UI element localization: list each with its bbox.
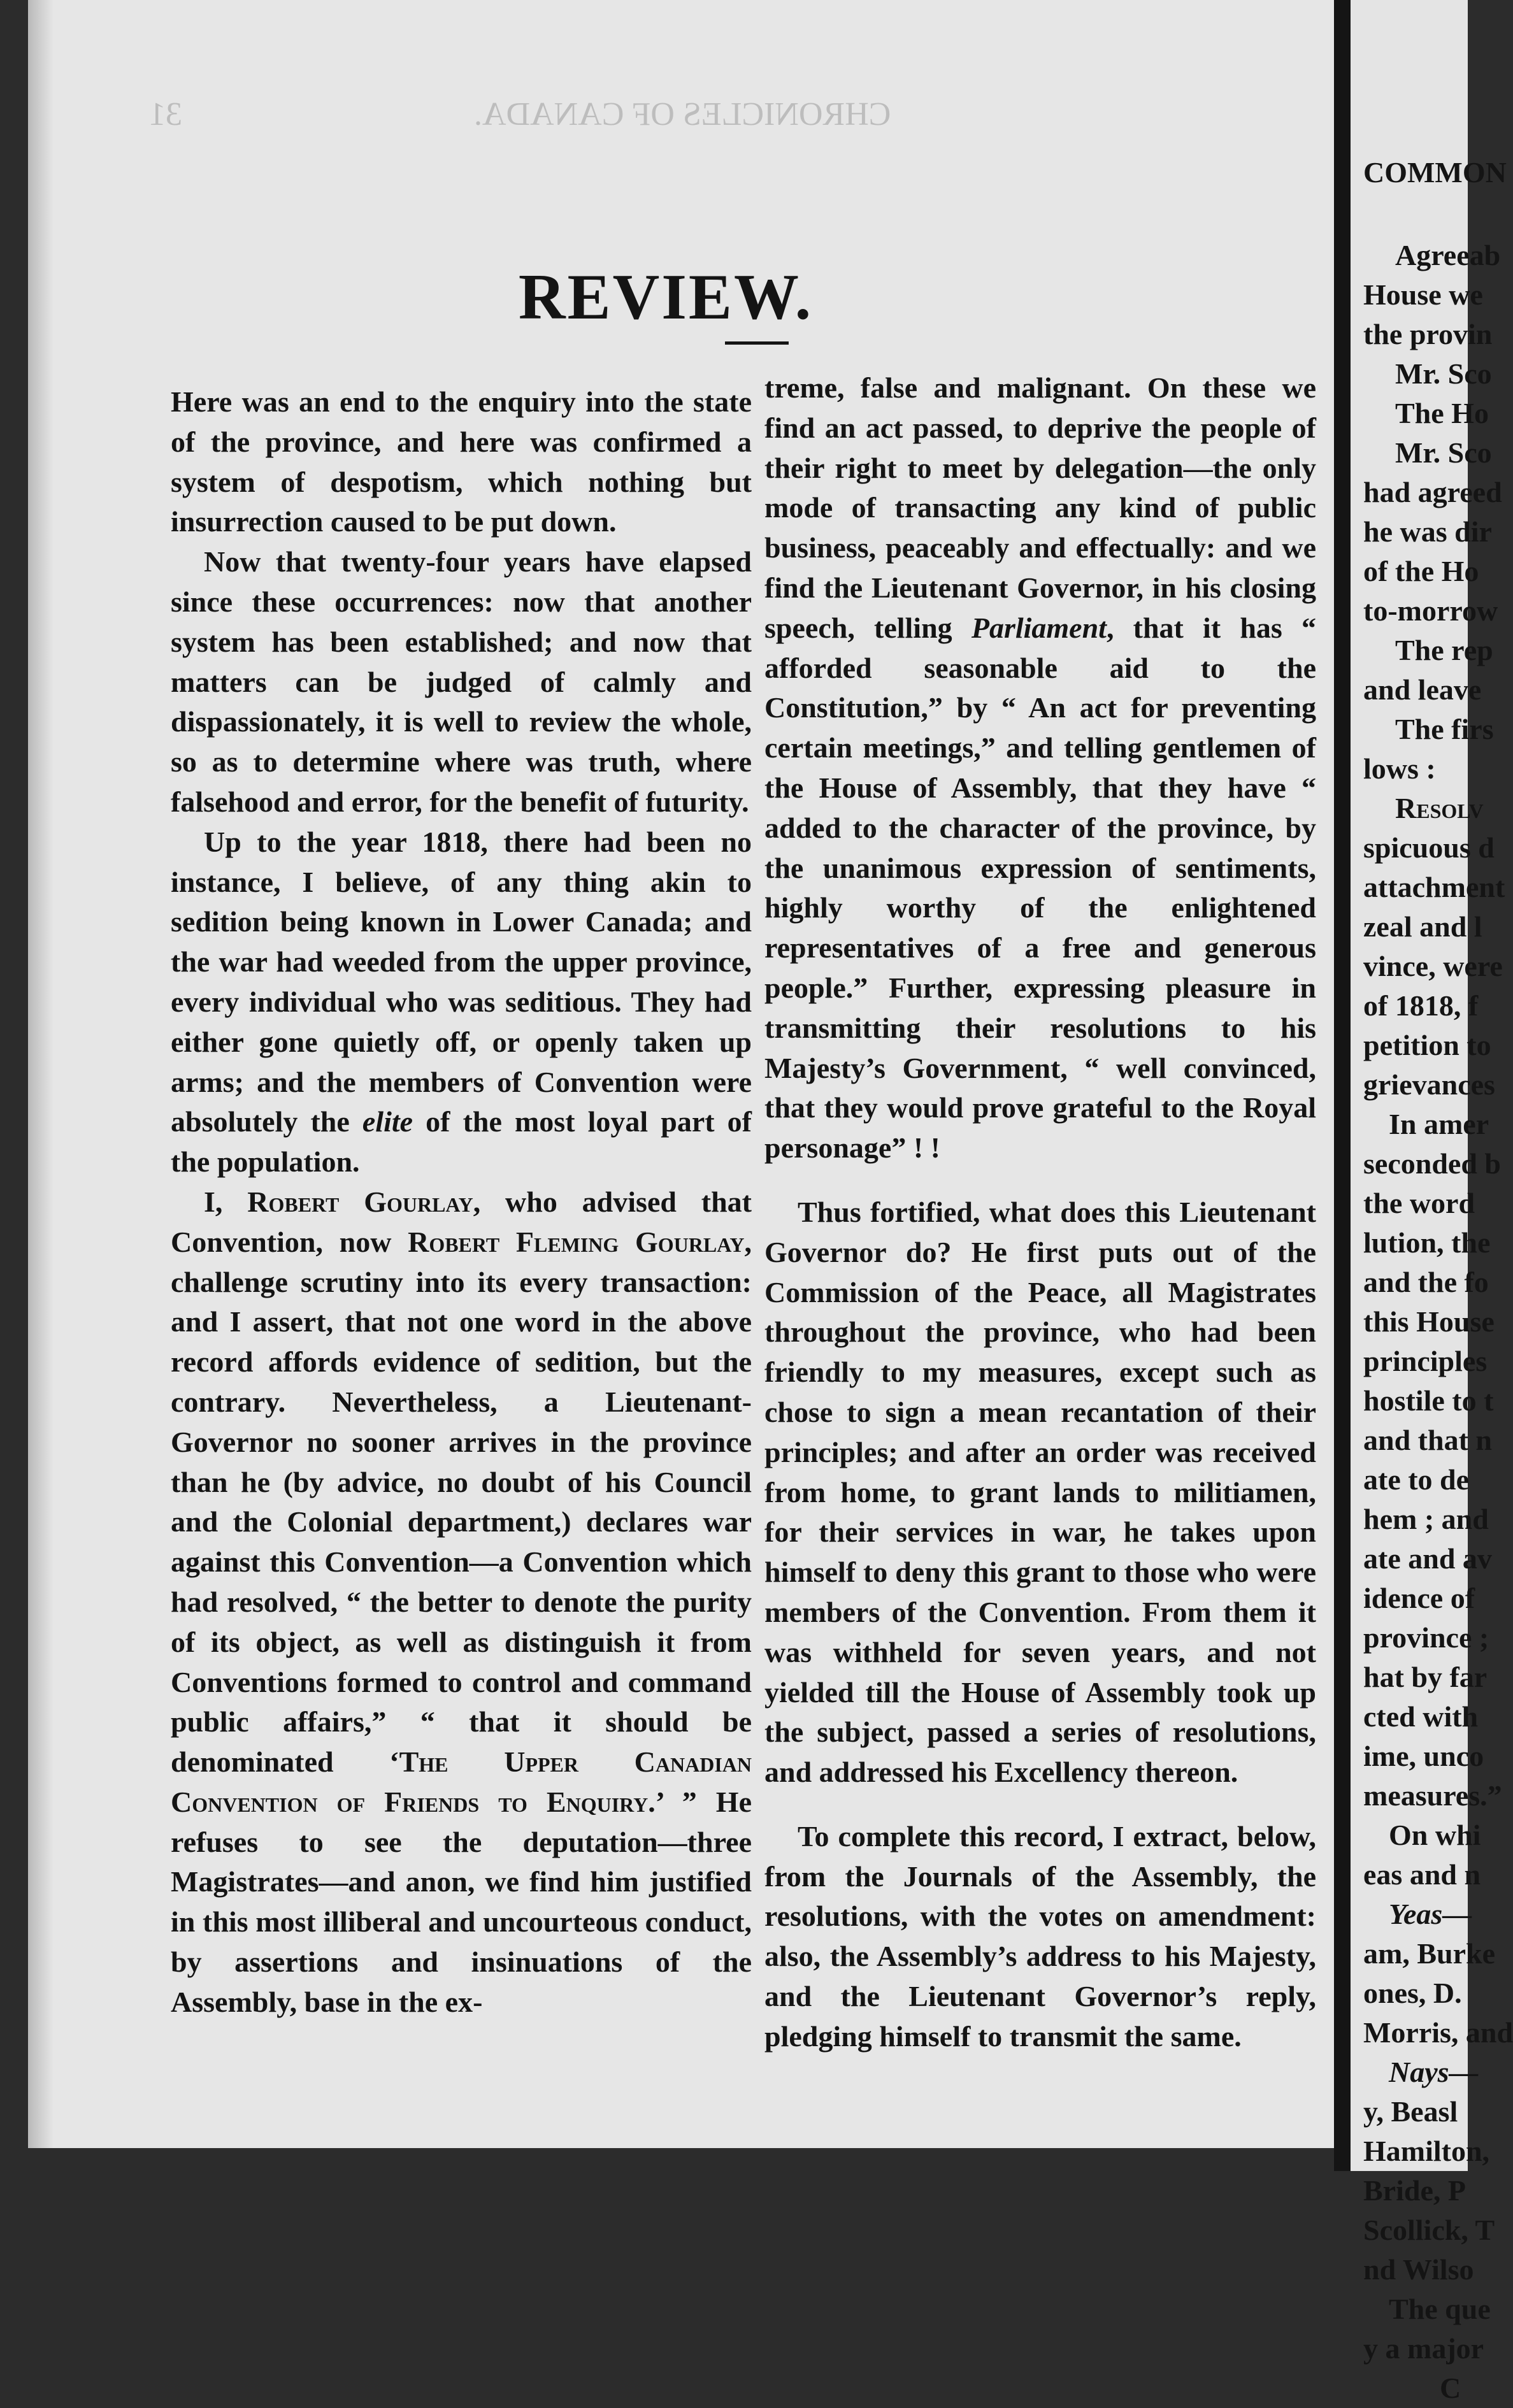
right-line: C [1440,2372,1461,2404]
right-line: lution, the [1363,1226,1491,1259]
text-run: .’ ” He refuses to see the deputation—three Magistrates—and anon, we find him justified in this most illiberal and uncourteous conduct, by assertions and insinuations of the Assembly, base in the ex- [171,1785,752,2018]
right-line: the word [1363,1187,1475,1219]
page-edge-shadow [28,0,54,2148]
right-line: cted with [1363,1700,1479,1733]
right-line: vince, were [1363,950,1503,982]
column-1 [171,382,752,2023]
bleed-through-page-number: 31 [149,96,182,133]
right-line: y, Beasl [1363,2095,1458,2128]
paragraph: Now that twenty-four years have elapsed since these occurrences: now that another system has been established; and now that matters can be judged of calmly and dispassionately, it is well to review the whole, so as to determine where was truth, where falsehood and error, for the benefit of futurity. [171,545,752,818]
right-line: Mr. Sco [1395,357,1492,390]
right-line: measures.” [1363,1779,1502,1812]
right-line: had agreed [1363,476,1502,508]
right-line: Morris, and [1363,2016,1513,2049]
right-line: to-morrow [1363,594,1498,627]
right-line: The firs [1395,713,1494,745]
right-line: y a major [1363,2332,1484,2365]
right-line: The rep [1395,634,1493,666]
right-line: Nays— [1389,2056,1479,2088]
text-run: I, [204,1185,248,1218]
page-gutter [1334,0,1351,2171]
right-line: ime, unco [1363,1740,1484,1772]
right-line: On whi [1389,1819,1481,1851]
right-line: the provin [1363,318,1493,350]
right-line: Yeas— [1389,1898,1472,1930]
right-line: Resolv [1395,792,1484,824]
right-line: Scollick, T [1363,2214,1495,2246]
right-line: lows : [1363,752,1436,785]
right-line: principles [1363,1345,1488,1377]
bleed-through-header: CHRONICLES OF CANADA. [474,96,891,133]
right-line: COMMON [1363,156,1507,189]
right-line: nd Wilso [1363,2253,1474,2286]
right-line: spicuous d [1363,831,1495,864]
paragraph [764,368,1316,1168]
paragraph [171,1182,752,2023]
right-line: attachment [1363,871,1505,903]
right-line: and the fo [1363,1266,1489,1298]
text-run: of the most loyal part of the population. [171,1105,752,1179]
right-line: ones, D. [1363,1977,1462,2009]
right-page-fragment [1351,0,1513,2404]
text-run: Up to the year 1818, there had been no instance, I believe, of any thing akin to sedition being known in Lower Canada; and the war had weeded from the upper province, every individual who was seditious. They had either gone quietly off, or openly taken up arms; and the members of Convention were absolutely the [171,825,752,1138]
italic-word: elite [362,1105,413,1138]
page-title: REVIEW. [518,261,814,333]
right-line: seconded b [1363,1147,1501,1180]
paragraph: To complete this record, I extract, below, from the Journals of the Assembly, the resolutions, with the votes on amendment: also, the Assembly’s address to his Majesty, and the Lieutenant Governor’s reply, pledging himself to transmit the same. [764,1819,1316,2053]
right-line: this House [1363,1305,1495,1338]
right-line: of 1818, f [1363,989,1479,1022]
right-line: hostile to t [1363,1384,1494,1417]
author-name: Robert Gourlay [247,1185,473,1218]
right-line: Agreeab [1395,239,1501,271]
right-line: of the Ho [1363,555,1479,587]
right-line: ate and av [1363,1542,1492,1575]
text-run: , who advised that Convention, now [171,1185,752,1258]
italic-word: Parliament [971,611,1107,644]
paragraph: Here was an end to the enquiry into the state of the province, and here was confirmed a system of despotism, which nothing but insurrection caused to be put down. [171,385,752,538]
right-line: am, Burke [1363,1937,1495,1970]
right-line: he was dir [1363,515,1492,548]
right-line: Mr. Sco [1395,436,1492,469]
right-line: idence of [1363,1582,1475,1614]
right-line: petition to [1363,1029,1491,1061]
right-line: eas and n [1363,1858,1481,1891]
right-line: hat by far [1363,1661,1488,1693]
right-line: grievances [1363,1068,1495,1101]
paragraph [171,822,752,1182]
right-line: The que [1389,2293,1491,2325]
right-line: hem ; and [1363,1503,1489,1535]
right-line: Hamilton, [1363,2135,1490,2167]
right-line: ate to de [1363,1463,1470,1496]
author-full-name: Robert Fleming Gourlay [408,1225,745,1258]
right-line: House we [1363,278,1483,311]
paragraph: Thus fortified, what does this Lieutenant Governor do? He first puts out of the Commission of the Peace, all Magistrates throughout the province, who had been friendly to my measures, except such as chose to sign a mean recantation of their principles; and after an order was received from home, to grant lands to militiamen, for their services in war, he takes upon himself to deny this grant to those who were members of the Convention. From them it was withheld for seven years, and not yielded till the House of Assembly took up the subject, passed a series of resolutions, and addressed his Excellency thereon. [764,1195,1316,1789]
text-run: , that it has “ afforded seasonable aid to the Constitution,” by “ An act for preventing certain meetings,” and telling gentlemen of the House of Assembly, that they have “ added to the character of the province, by the unanimous expression of sentiments, highly worthy of the enlightened representatives of a free and generous people.” Further, expressing pleasure in transmitting their resolutions to his Majesty’s Government, “ well convinced, that they would prove grateful to the Royal personage” ! ! [764,611,1316,1165]
right-page-text [1363,153,1513,2408]
convention-name: The Upper Canadian Convention of Friends to Enquiry [171,1745,752,1818]
text-run: , challenge scrutiny into its every transaction: and I assert, that not one word in the above record affords evidence of sedition, but the contrary. Nevertheless, a Lieutenant-Governor no sooner arrives in the province than he (by advice, no doubt of his Council and the Colonial department,) declares war against this Convention—a Convention which had resolved, “ the better to denote the purity of its object, as well as distinguish it from Conventions formed to control and command public affairs,” “ that it should be denominated ‘ [171,1225,752,1779]
right-line: province ; [1363,1621,1489,1654]
right-line: and leave [1363,673,1482,706]
right-line: In amer [1389,1108,1489,1140]
right-line: The Ho [1395,397,1489,429]
right-line: zeal and l [1363,910,1482,943]
right-line: and that n [1363,1424,1492,1456]
title-rule [725,341,789,345]
column-2 [764,368,1316,2057]
text-run: treme, false and malignant. On these we find an act passed, to deprive the people of their right to meet by delegation—the only mode of transacting any kind of public business, peaceably and effectually: and we find the Lieutenant Governor, in his closing speech, telling [764,371,1316,644]
right-line: Bride, P [1363,2174,1466,2207]
